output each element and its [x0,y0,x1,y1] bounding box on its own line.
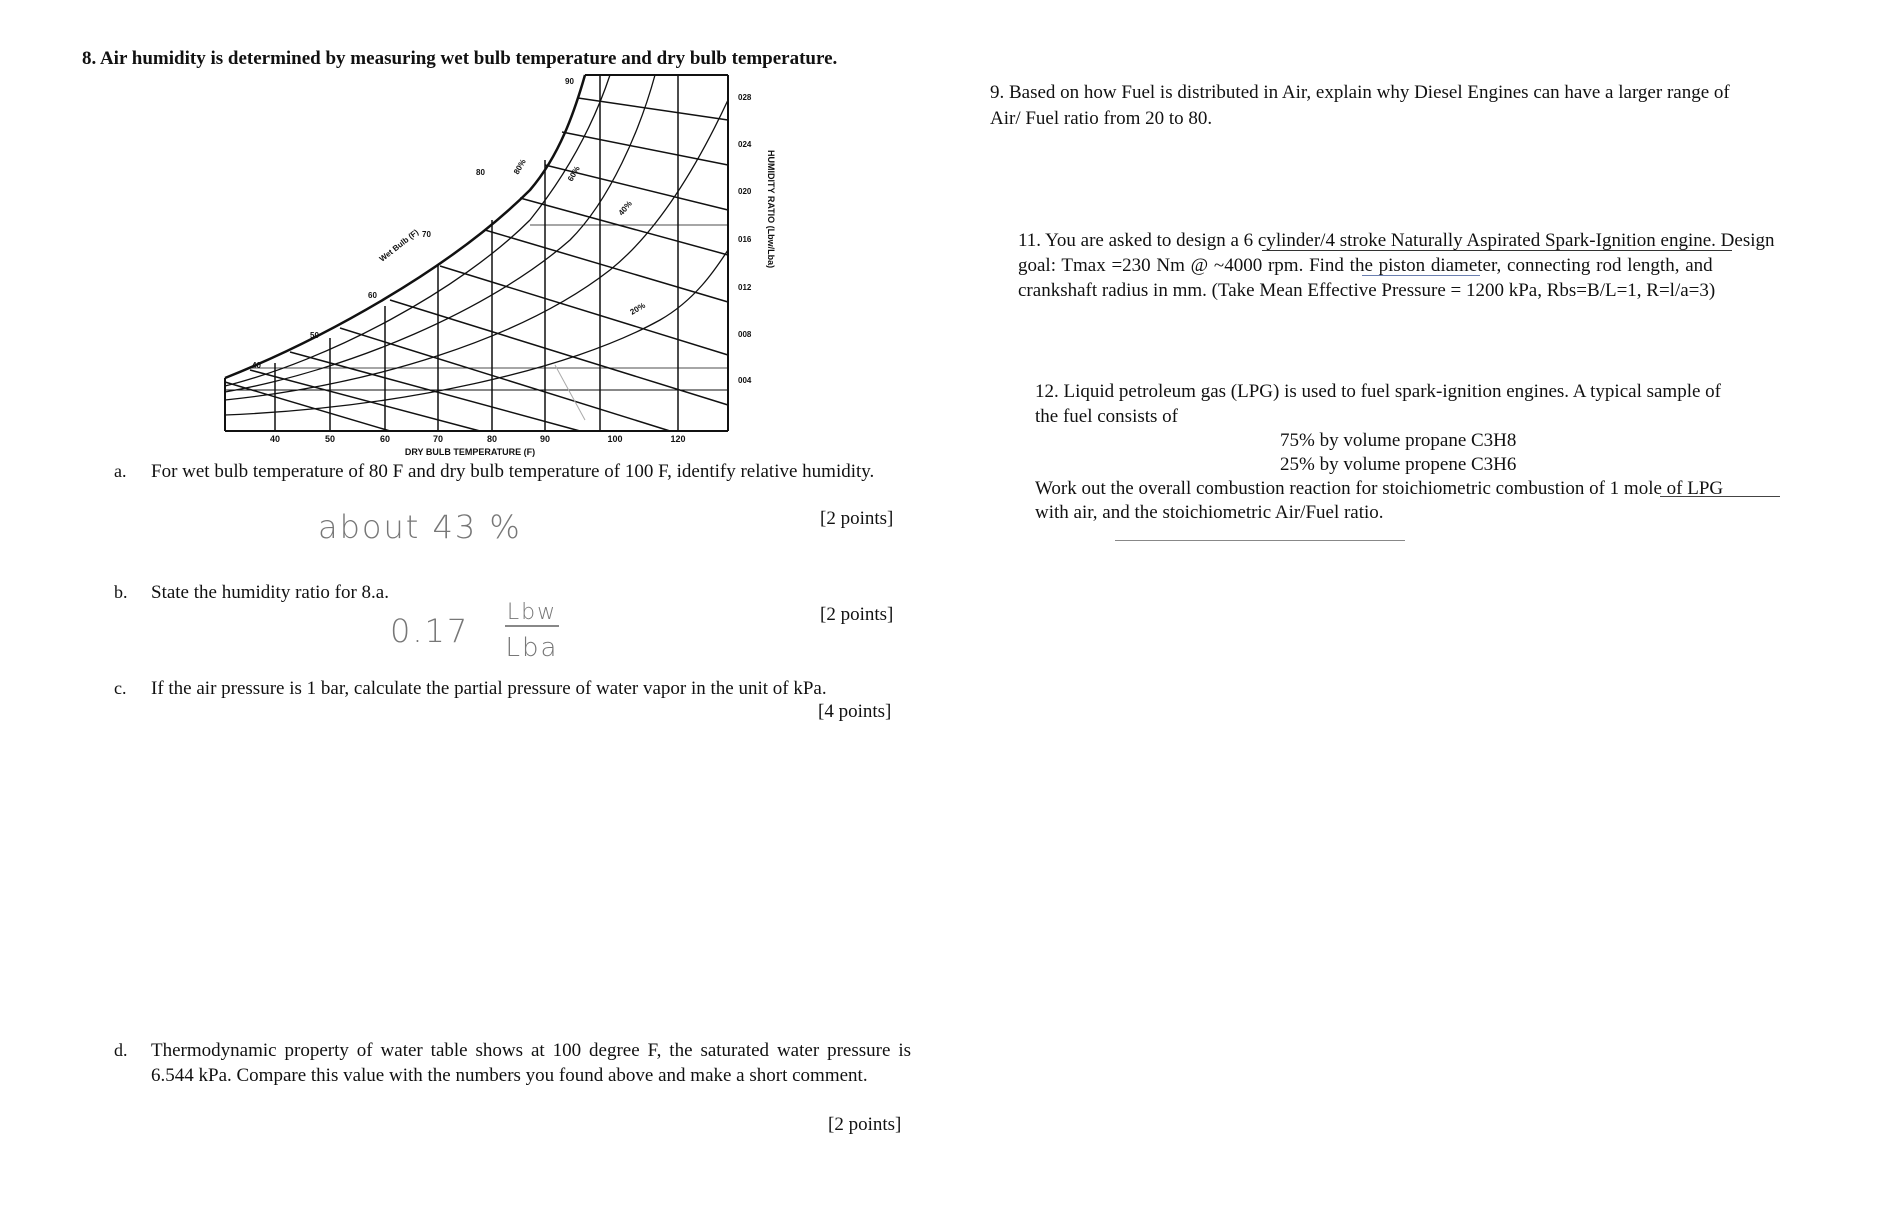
wetbulb-tick-label: 80 [476,168,485,177]
q12-line4: with air, and the stoichiometric Air/Fuel ratio. [1035,502,1384,523]
y-tick-label: 028 [738,93,752,102]
saturation-curve [225,75,585,378]
wetbulb-tick-label: 50 [310,331,319,340]
q12-underline-mole [1660,496,1780,497]
q12-line2: the fuel consists of [1035,406,1179,427]
wetbulb-tick-label: 90 [565,77,574,86]
q8a-handwritten-answer: about 43 % [318,508,522,546]
q11-underline-piston [1362,275,1480,276]
y-tick-label: 016 [738,235,752,244]
q8d-points: [2 points] [828,1114,902,1135]
q11-line2: goal: Tmax =230 Nm @ ~4000 rpm. Find the piston diameter, connecting rod length, and [1018,255,1713,276]
q8-title: 8. Air humidity is determined by measuring wet bulb temperature and dry bulb temperature. [82,48,838,69]
q8c-points: [4 points] [818,701,892,722]
rh-label: 60% [565,164,582,183]
q8b-handwritten-unit-den: Lba [505,633,559,663]
x-tick-label: 50 [324,434,336,444]
x-tick-label: 70 [432,434,444,444]
q12-line1: 12. Liquid petroleum gas (LPG) is used to fuel spark-ignition engines. A typical sample of [1035,381,1721,402]
q8b-text: State the humidity ratio for 8.a. [151,582,389,603]
q8c-text: If the air pressure is 1 bar, calculate the partial pressure of water vapor in the unit of kPa. [151,678,827,699]
q12-underline [1115,540,1405,541]
x-tick-label: 100 [607,434,623,444]
q8b-handwritten-value: 0.17 [390,612,470,650]
q8d-text: Thermodynamic property of water table shows at 100 degree F, the saturated water pressure is 6.544 kPa. Compare this value with the numbers you found above and make a short comment. [151,1040,911,1086]
x-tick-label: 40 [269,434,281,444]
q8a-text: For wet bulb temperature of 80 F and dry bulb temperature of 100 F, identify relative humidity. [151,461,875,482]
q8d-letter: d. [114,1040,128,1060]
q12-composition-2: 25% by volume propene C3H6 [1280,454,1517,475]
q11-underline [1262,250,1732,251]
y-tick-label: 024 [738,140,752,149]
wetbulb-tick-label: 40 [252,361,261,370]
q12-line3: Work out the overall combustion reaction for stoichiometric combustion of 1 mole of LPG [1035,478,1724,499]
q11-line1: 11. You are asked to design a 6 cylinder/4 stroke Naturally Aspirated Spark-Ignition engine. Design [1018,230,1775,251]
q8b-points: [2 points] [820,604,894,625]
q11-line3: crankshaft radius in mm. (Take Mean Effective Pressure = 1200 kPa, Rbs=B/L=1, R=l/a=3) [1018,280,1716,301]
x-tick-label: 120 [670,434,686,444]
x-tick-label: 90 [539,434,551,444]
q9-line2: Air/ Fuel ratio from 20 to 80. [990,108,1213,129]
x-tick-label: 80 [486,434,498,444]
y-tick-label: 012 [738,283,752,292]
q8c-letter: c. [114,678,127,698]
q8a-points: [2 points] [820,508,894,529]
wetbulb-tick-label: 60 [368,291,377,300]
q8b-handwritten-unit-num: Lbw [506,600,558,625]
y-tick-label: 020 [738,187,752,196]
wetbulb-axis-label: Wet Bulb (F) [377,227,421,264]
q9-line1: 9. Based on how Fuel is distributed in Air, explain why Diesel Engines can have a larger range of [990,82,1730,103]
q12-composition-1: 75% by volume propane C3H8 [1280,430,1517,451]
y-axis-label: HUMIDITY RATIO (Lbw/Lba) [766,150,776,269]
wetbulb-tick-label: 70 [422,230,431,239]
q8b-letter: b. [114,582,128,602]
rh-label: 20% [628,300,647,317]
rh-label: 80% [511,157,528,176]
y-tick-label: 004 [738,376,752,385]
q8a-letter: a. [114,461,127,481]
rh-label: 40% [616,199,634,218]
x-tick-label: 60 [379,434,391,444]
y-tick-label: 008 [738,330,752,339]
x-axis-label: DRY BULB TEMPERATURE (F) [404,447,536,457]
psychrometric-chart [200,70,800,470]
